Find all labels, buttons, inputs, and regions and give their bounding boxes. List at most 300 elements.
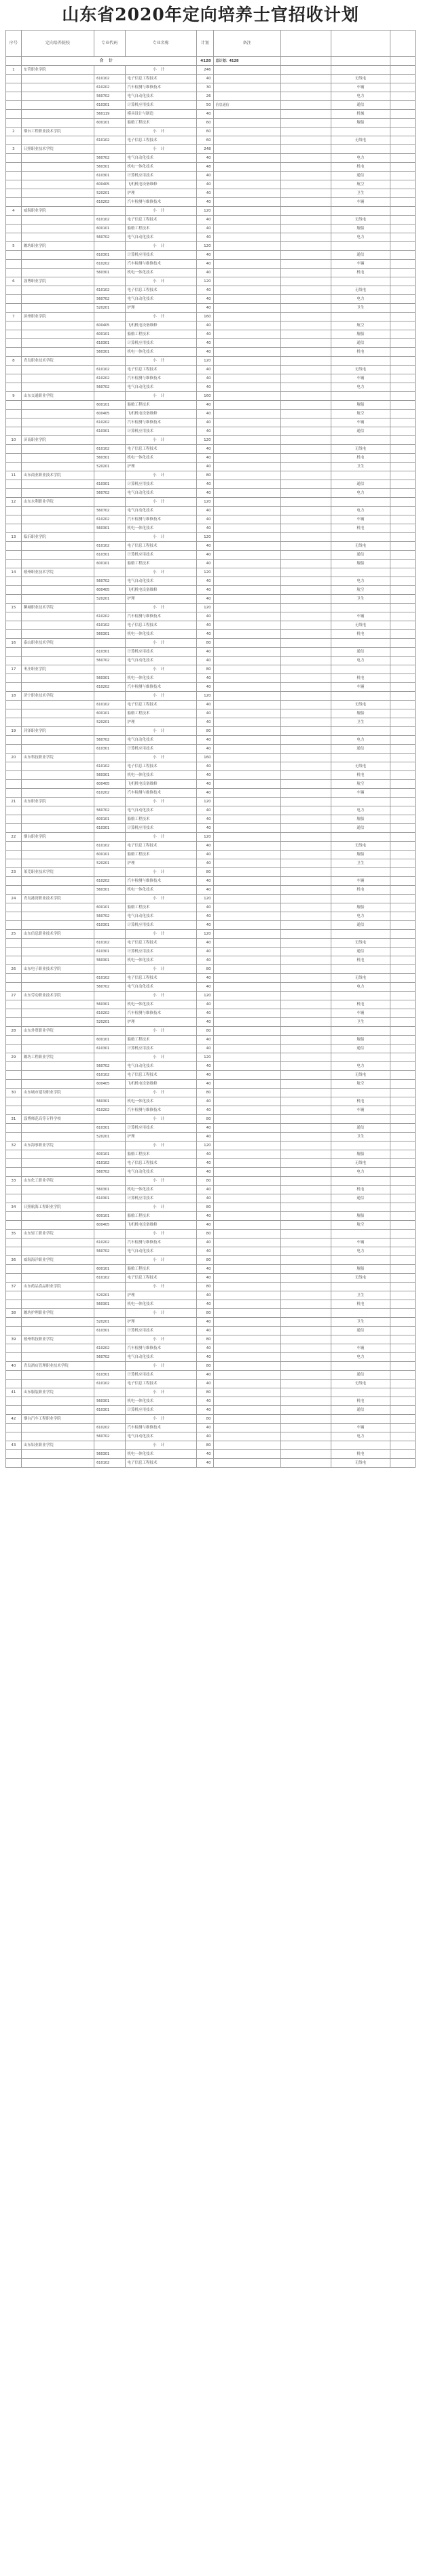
major-blank xyxy=(390,1150,415,1159)
table-row xyxy=(6,974,416,983)
table-row xyxy=(6,154,416,163)
grand-total-row xyxy=(6,57,416,66)
major-extra xyxy=(280,789,331,798)
row-seq xyxy=(6,595,22,604)
major-code: 610301 xyxy=(94,921,125,930)
school-name: 潍坊工程职业学院 xyxy=(21,1053,94,1062)
major-name: 汽车检测与维修技术 xyxy=(125,877,196,886)
row-seq xyxy=(6,1186,22,1194)
major-name: 电子信息工程技术 xyxy=(125,621,196,630)
subtotal-extra xyxy=(280,1053,331,1062)
subtotal-code xyxy=(94,277,125,286)
school-seq: 14 xyxy=(6,568,22,577)
major-blank xyxy=(390,1406,415,1415)
subtotal-code xyxy=(94,1335,125,1344)
major-plan: 40 xyxy=(196,1168,213,1177)
row-seq xyxy=(6,1168,22,1177)
major-name: 电子信息工程技术 xyxy=(125,542,196,551)
major-category: 机电 xyxy=(331,630,390,639)
row-seq xyxy=(6,1212,22,1221)
major-plan: 26 xyxy=(196,92,213,101)
major-category: 电力 xyxy=(331,489,390,498)
row-seq xyxy=(6,1150,22,1159)
school-seq: 26 xyxy=(6,965,22,974)
major-blank xyxy=(390,489,415,498)
major-extra xyxy=(280,1371,331,1380)
major-code: 610202 xyxy=(94,683,125,692)
major-plan: 40 xyxy=(196,172,213,180)
major-code: 600101 xyxy=(94,225,125,233)
subtotal-label: 小计 xyxy=(125,277,196,286)
row-seq xyxy=(6,1124,22,1133)
table-row xyxy=(6,551,416,560)
major-blank xyxy=(390,1450,415,1459)
table-row xyxy=(6,842,416,851)
major-code: 560301 xyxy=(94,674,125,683)
major-code: 600101 xyxy=(94,330,125,339)
row-school xyxy=(21,348,94,357)
major-note xyxy=(213,886,280,895)
subtotal-extra xyxy=(280,1256,331,1265)
major-name: 汽车检测与维修技术 xyxy=(125,683,196,692)
school-seq: 21 xyxy=(6,798,22,806)
major-note xyxy=(213,1344,280,1353)
major-category: 舰船 xyxy=(331,851,390,859)
school-name: 山东交通职业学院 xyxy=(21,392,94,401)
major-extra xyxy=(280,1159,331,1168)
major-code: 610202 xyxy=(94,198,125,207)
major-name: 船舶工程技术 xyxy=(125,1036,196,1045)
major-name: 护理 xyxy=(125,1291,196,1300)
major-category: 舰船 xyxy=(331,401,390,410)
subtotal-extra xyxy=(280,313,331,321)
row-school xyxy=(21,1133,94,1141)
major-code: 610102 xyxy=(94,1071,125,1080)
enrollment-plan-table xyxy=(5,30,416,1468)
school-seq: 10 xyxy=(6,436,22,445)
major-note xyxy=(213,1380,280,1388)
row-seq xyxy=(6,577,22,586)
major-note xyxy=(213,233,280,242)
subtotal-label: 小计 xyxy=(125,1256,196,1265)
major-blank xyxy=(390,260,415,269)
major-plan: 40 xyxy=(196,577,213,586)
subtotal-code xyxy=(94,436,125,445)
major-name: 电气自动化技术 xyxy=(125,295,196,304)
subtotal-label: 小计 xyxy=(125,392,196,401)
school-name: 烟台汽车工程职业学院 xyxy=(21,1415,94,1424)
major-category: 机电 xyxy=(331,1397,390,1406)
subtotal-plan: 80 xyxy=(196,1027,213,1036)
major-category: 舰船 xyxy=(331,119,390,128)
table-row xyxy=(6,903,416,912)
subtotal-plan: 120 xyxy=(196,798,213,806)
major-extra xyxy=(280,1291,331,1300)
major-plan: 40 xyxy=(196,180,213,189)
table-row xyxy=(6,269,416,277)
table-row xyxy=(6,1212,416,1221)
row-seq xyxy=(6,454,22,463)
table-row xyxy=(6,374,416,383)
major-name: 电气自动化技术 xyxy=(125,1168,196,1177)
subtotal-cat xyxy=(331,833,390,842)
major-code: 610102 xyxy=(94,1380,125,1388)
major-code: 560702 xyxy=(94,912,125,921)
major-name: 计算机应用技术 xyxy=(125,101,196,110)
major-name: 飞机机电设备维修 xyxy=(125,1080,196,1089)
major-extra xyxy=(280,683,331,692)
table-row xyxy=(6,1106,416,1115)
major-name: 船舶工程技术 xyxy=(125,903,196,912)
major-code: 610202 xyxy=(94,83,125,92)
row-school xyxy=(21,489,94,498)
table-row xyxy=(6,515,416,524)
school-subtotal-row xyxy=(6,1388,416,1397)
school-name: 山东水利职业学院 xyxy=(21,498,94,507)
major-code: 560301 xyxy=(94,630,125,639)
row-seq xyxy=(6,736,22,745)
major-blank xyxy=(390,1353,415,1362)
school-seq: 2 xyxy=(6,128,22,136)
table-row xyxy=(6,260,416,269)
table-row xyxy=(6,1397,416,1406)
subtotal-plan: 248 xyxy=(196,145,213,154)
school-subtotal-row xyxy=(6,604,416,612)
subtotal-plan: 120 xyxy=(196,833,213,842)
major-blank xyxy=(390,251,415,260)
subtotal-blank xyxy=(390,357,415,366)
subtotal-extra xyxy=(280,1388,331,1397)
row-seq xyxy=(6,1159,22,1168)
subtotal-extra xyxy=(280,1441,331,1450)
table-row xyxy=(6,1327,416,1335)
major-note xyxy=(213,542,280,551)
row-seq xyxy=(6,824,22,833)
subtotal-plan: 80 xyxy=(196,965,213,974)
major-extra xyxy=(280,1018,331,1027)
row-school xyxy=(21,251,94,260)
table-row xyxy=(6,612,416,621)
major-plan: 40 xyxy=(196,489,213,498)
major-note xyxy=(213,180,280,189)
major-code: 560702 xyxy=(94,507,125,515)
major-name: 飞机机电设备维修 xyxy=(125,321,196,330)
major-blank xyxy=(390,612,415,621)
school-seq: 40 xyxy=(6,1362,22,1371)
subtotal-blank xyxy=(390,992,415,1000)
major-code: 600101 xyxy=(94,560,125,568)
major-note xyxy=(213,718,280,727)
major-category: 电力 xyxy=(331,507,390,515)
grand-total-note: 总计划：4128 xyxy=(213,57,280,66)
major-blank xyxy=(390,983,415,992)
table-row xyxy=(6,1036,416,1045)
row-seq xyxy=(6,983,22,992)
school-subtotal-row xyxy=(6,1027,416,1036)
major-category: 无线电 xyxy=(331,445,390,454)
table-row xyxy=(6,948,416,956)
major-category: 航空 xyxy=(331,780,390,789)
major-code: 610102 xyxy=(94,1459,125,1468)
major-extra xyxy=(280,463,331,471)
major-note xyxy=(213,136,280,145)
major-category: 机电 xyxy=(331,1450,390,1459)
major-blank xyxy=(390,1397,415,1406)
subtotal-cat xyxy=(331,313,390,321)
subtotal-blank xyxy=(390,568,415,577)
major-blank xyxy=(390,1424,415,1432)
school-seq: 20 xyxy=(6,754,22,762)
major-code: 610301 xyxy=(94,551,125,560)
major-blank xyxy=(390,366,415,374)
row-seq xyxy=(6,789,22,798)
row-school xyxy=(21,1018,94,1027)
school-name: 日照航海工程职业学院 xyxy=(21,1203,94,1212)
major-plan: 40 xyxy=(196,1071,213,1080)
table-row xyxy=(6,418,416,427)
subtotal-plan: 80 xyxy=(196,727,213,736)
school-seq: 43 xyxy=(6,1441,22,1450)
major-extra xyxy=(280,418,331,427)
major-category: 电力 xyxy=(331,1432,390,1441)
row-school xyxy=(21,780,94,789)
major-code: 610102 xyxy=(94,366,125,374)
major-code: 610301 xyxy=(94,339,125,348)
subtotal-label: 小计 xyxy=(125,1230,196,1238)
row-school xyxy=(21,1459,94,1468)
major-note xyxy=(213,1045,280,1053)
major-note xyxy=(213,745,280,754)
header-blank xyxy=(390,31,415,57)
subtotal-code xyxy=(94,1309,125,1318)
major-extra xyxy=(280,983,331,992)
major-plan: 40 xyxy=(196,877,213,886)
subtotal-extra xyxy=(280,1027,331,1036)
row-school xyxy=(21,701,94,709)
header-note: 备注 xyxy=(213,31,280,57)
subtotal-plan: 120 xyxy=(196,930,213,939)
subtotal-plan: 80 xyxy=(196,1335,213,1344)
major-code: 600405 xyxy=(94,410,125,418)
row-school xyxy=(21,1318,94,1327)
major-note xyxy=(213,1424,280,1432)
school-subtotal-row xyxy=(6,471,416,480)
table-row xyxy=(6,480,416,489)
row-seq xyxy=(6,762,22,771)
major-code: 520201 xyxy=(94,718,125,727)
major-category: 舰船 xyxy=(331,1212,390,1221)
major-plan: 40 xyxy=(196,745,213,754)
school-name: 烟台工程职业技术学院 xyxy=(21,128,94,136)
major-blank xyxy=(390,1238,415,1247)
major-category: 电力 xyxy=(331,92,390,101)
major-note xyxy=(213,1274,280,1283)
major-note xyxy=(213,842,280,851)
major-name: 船舶工程技术 xyxy=(125,1265,196,1274)
major-name: 电气自动化技术 xyxy=(125,383,196,392)
row-seq xyxy=(6,1238,22,1247)
school-subtotal-row xyxy=(6,1256,416,1265)
major-note xyxy=(213,824,280,833)
school-name: 山东电子职业技术学院 xyxy=(21,965,94,974)
row-school xyxy=(21,172,94,180)
major-blank xyxy=(390,1327,415,1335)
subtotal-extra xyxy=(280,895,331,903)
subtotal-code xyxy=(94,128,125,136)
major-code: 560702 xyxy=(94,577,125,586)
table-row xyxy=(6,683,416,692)
subtotal-code xyxy=(94,313,125,321)
major-category: 无线电 xyxy=(331,621,390,630)
major-category: 通信 xyxy=(331,921,390,930)
major-code: 560702 xyxy=(94,92,125,101)
row-seq xyxy=(6,225,22,233)
major-extra xyxy=(280,939,331,948)
major-extra xyxy=(280,674,331,683)
row-school xyxy=(21,877,94,886)
subtotal-label: 小计 xyxy=(125,1335,196,1344)
major-extra xyxy=(280,136,331,145)
row-seq xyxy=(6,136,22,145)
school-name: 泰山职业技术学院 xyxy=(21,639,94,648)
major-blank xyxy=(390,903,415,912)
major-extra xyxy=(280,1036,331,1045)
major-note xyxy=(213,1450,280,1459)
major-extra xyxy=(280,1327,331,1335)
subtotal-blank xyxy=(390,1203,415,1212)
row-seq xyxy=(6,489,22,498)
major-blank xyxy=(390,560,415,568)
subtotal-blank xyxy=(390,145,415,154)
row-school xyxy=(21,225,94,233)
major-blank xyxy=(390,1097,415,1106)
row-seq xyxy=(6,401,22,410)
major-name: 机电一体化技术 xyxy=(125,1097,196,1106)
major-name: 计算机应用技术 xyxy=(125,1327,196,1335)
major-extra xyxy=(280,903,331,912)
major-name: 计算机应用技术 xyxy=(125,480,196,489)
major-code: 610102 xyxy=(94,762,125,771)
table-row xyxy=(6,560,416,568)
major-category: 车辆 xyxy=(331,612,390,621)
row-seq xyxy=(6,1133,22,1141)
major-note xyxy=(213,1406,280,1415)
row-seq xyxy=(6,110,22,119)
major-code: 520201 xyxy=(94,859,125,868)
table-row xyxy=(6,1194,416,1203)
major-blank xyxy=(390,216,415,225)
row-school xyxy=(21,842,94,851)
major-plan: 40 xyxy=(196,1097,213,1106)
major-code: 600405 xyxy=(94,1221,125,1230)
major-category: 通信 xyxy=(331,480,390,489)
major-category: 车辆 xyxy=(331,789,390,798)
row-school xyxy=(21,674,94,683)
subtotal-blank xyxy=(390,895,415,903)
major-plan: 40 xyxy=(196,233,213,242)
row-seq xyxy=(6,507,22,515)
row-school xyxy=(21,1380,94,1388)
subtotal-note xyxy=(213,568,280,577)
subtotal-cat xyxy=(331,1362,390,1371)
major-code: 560702 xyxy=(94,736,125,745)
major-plan: 40 xyxy=(196,1018,213,1027)
subtotal-cat xyxy=(331,1309,390,1318)
major-note xyxy=(213,348,280,357)
major-category: 舰船 xyxy=(331,815,390,824)
table-row xyxy=(6,507,416,515)
major-note xyxy=(213,780,280,789)
table-row xyxy=(6,524,416,533)
major-plan: 40 xyxy=(196,542,213,551)
major-extra xyxy=(280,630,331,639)
major-note xyxy=(213,1124,280,1133)
major-plan: 40 xyxy=(196,771,213,780)
major-name: 计算机应用技术 xyxy=(125,1124,196,1133)
table-row xyxy=(6,110,416,119)
subtotal-code xyxy=(94,727,125,736)
major-category: 无线电 xyxy=(331,1459,390,1468)
school-subtotal-row xyxy=(6,277,416,286)
major-name: 汽车检测与维修技术 xyxy=(125,374,196,383)
row-seq xyxy=(6,251,22,260)
subtotal-code xyxy=(94,692,125,701)
major-plan: 40 xyxy=(196,621,213,630)
major-plan: 40 xyxy=(196,657,213,665)
row-seq xyxy=(6,1291,22,1300)
major-blank xyxy=(390,507,415,515)
major-extra xyxy=(280,330,331,339)
major-extra xyxy=(280,1424,331,1432)
major-name: 汽车检测与维修技术 xyxy=(125,260,196,269)
major-plan: 40 xyxy=(196,612,213,621)
subtotal-code xyxy=(94,754,125,762)
row-seq xyxy=(6,1265,22,1274)
major-plan: 40 xyxy=(196,515,213,524)
row-seq xyxy=(6,674,22,683)
subtotal-cat xyxy=(331,207,390,216)
school-subtotal-row xyxy=(6,1115,416,1124)
subtotal-code xyxy=(94,798,125,806)
major-name: 汽车检测与维修技术 xyxy=(125,1344,196,1353)
row-school xyxy=(21,1000,94,1009)
major-code: 610202 xyxy=(94,789,125,798)
subtotal-plan: 120 xyxy=(196,568,213,577)
major-extra xyxy=(280,956,331,965)
major-name: 护理 xyxy=(125,463,196,471)
school-subtotal-row xyxy=(6,1283,416,1291)
major-category: 电力 xyxy=(331,154,390,163)
subtotal-extra xyxy=(280,1089,331,1097)
major-category: 通信 xyxy=(331,948,390,956)
major-plan: 40 xyxy=(196,383,213,392)
subtotal-plan: 160 xyxy=(196,754,213,762)
school-name: 山东信息职业技术学院 xyxy=(21,930,94,939)
table-row xyxy=(6,709,416,718)
major-note xyxy=(213,216,280,225)
major-code: 600101 xyxy=(94,1265,125,1274)
table-row xyxy=(6,1450,416,1459)
major-plan: 40 xyxy=(196,859,213,868)
major-extra xyxy=(280,119,331,128)
subtotal-note xyxy=(213,1141,280,1150)
row-seq xyxy=(6,1062,22,1071)
row-seq xyxy=(6,304,22,313)
school-name: 东营职业学院 xyxy=(21,66,94,75)
table-row xyxy=(6,233,416,242)
subtotal-blank xyxy=(390,277,415,286)
row-school xyxy=(21,912,94,921)
